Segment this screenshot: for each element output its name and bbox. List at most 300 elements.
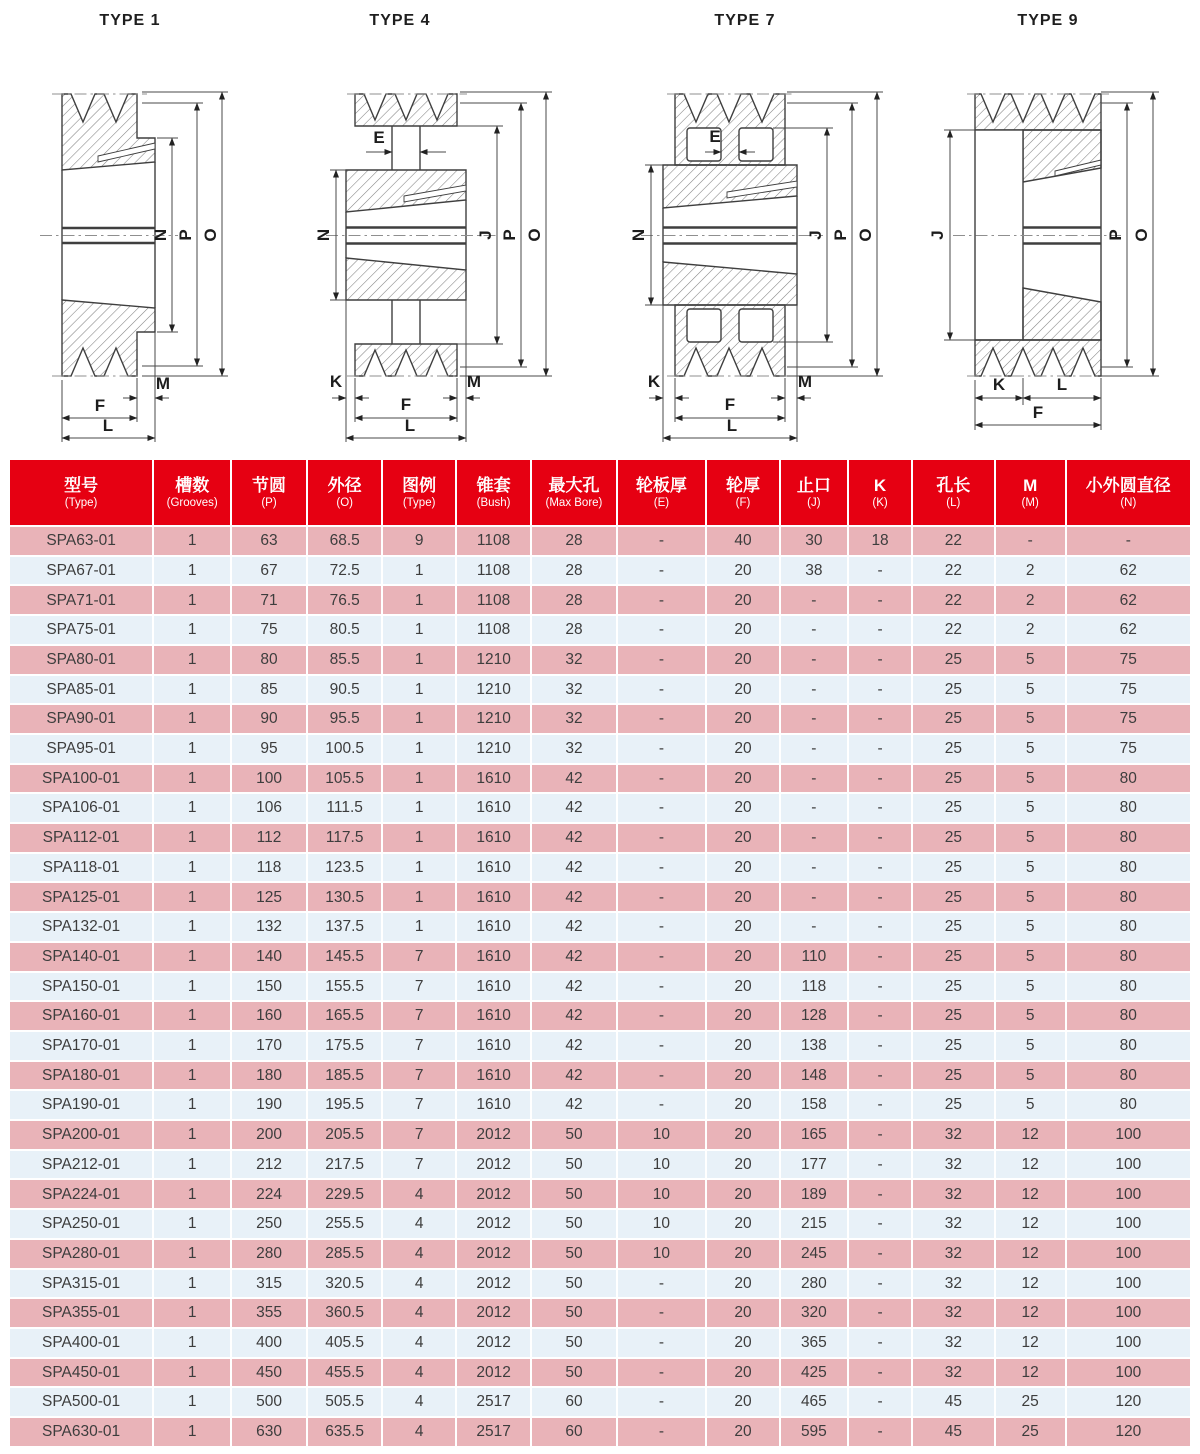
table-row [9,942,1191,972]
table-cell: 190 [231,1090,307,1120]
table-cell: SPA250-01 [9,1209,153,1239]
table-cell: 68.5 [307,526,383,556]
table-cell: 1 [382,764,455,794]
table-cell: - [617,882,707,912]
table-cell: 20 [706,704,779,734]
table-cell: 1 [382,734,455,764]
table-cell: 25 [912,675,995,705]
column-header: 孔长 (L) [912,459,995,526]
table-cell: 1 [153,1298,231,1328]
table-cell: 120 [1066,1387,1191,1417]
table-cell: 7 [382,942,455,972]
table-cell: - [780,585,849,615]
table-cell: - [617,1298,707,1328]
table-cell: 25 [912,645,995,675]
table-row [9,704,1191,734]
dim-label-m: M [155,374,171,393]
table-cell: 1210 [456,675,532,705]
table-cell: 80 [1066,1031,1191,1061]
table-cell: - [848,1239,912,1269]
table-cell: - [617,734,707,764]
table-cell: 2517 [456,1387,532,1417]
table-cell: - [617,1001,707,1031]
table-cell: 1 [153,1239,231,1269]
dim-label-m: M [797,372,813,391]
dim-label-e: E [373,128,385,147]
table-cell: 22 [912,585,995,615]
table-cell: 285.5 [307,1239,383,1269]
table-cell: - [617,556,707,586]
table-row [9,764,1191,794]
table-cell: 1610 [456,1031,532,1061]
table-cell: 635.5 [307,1417,383,1447]
table-cell: 50 [531,1120,616,1150]
table-cell: 455.5 [307,1358,383,1388]
table-cell: 50 [531,1239,616,1269]
pulley-type9-drawing [905,30,1190,445]
table-cell: 224 [231,1179,307,1209]
table-cell: 2012 [456,1328,532,1358]
table-cell: 1 [382,704,455,734]
table-cell: 100.5 [307,734,383,764]
table-cell: - [617,1358,707,1388]
table-cell: 50 [531,1150,616,1180]
table-cell: - [848,942,912,972]
table-cell: 1 [153,882,231,912]
table-cell: 20 [706,942,779,972]
table-cell: - [848,1150,912,1180]
table-cell: 20 [706,1090,779,1120]
table-cell: 217.5 [307,1150,383,1180]
table-cell: - [848,1387,912,1417]
table-cell: 1 [382,556,455,586]
table-row [9,1179,1191,1209]
table-cell: 100 [231,764,307,794]
table-cell: 465 [780,1387,849,1417]
table-cell: - [848,704,912,734]
table-cell: SPA170-01 [9,1031,153,1061]
table-cell: 4 [382,1239,455,1269]
table-cell: 450 [231,1358,307,1388]
table-cell: SPA75-01 [9,615,153,645]
table-cell: 1 [382,853,455,883]
table-cell: 125 [231,882,307,912]
table-cell: 80 [1066,882,1191,912]
dim-label-o: O [1132,228,1151,242]
table-cell: 32 [531,675,616,705]
table-cell: 20 [706,1179,779,1209]
table-cell: - [617,1269,707,1299]
table-cell: 20 [706,972,779,1002]
table-cell: 4 [382,1298,455,1328]
table-cell: 5 [995,1001,1066,1031]
table-cell: 28 [531,556,616,586]
table-cell: 2012 [456,1209,532,1239]
table-cell: 5 [995,645,1066,675]
table-cell: 42 [531,1031,616,1061]
table-cell: - [780,853,849,883]
table-cell: 75 [1066,645,1191,675]
table-cell: 100 [1066,1150,1191,1180]
table-cell: 20 [706,853,779,883]
table-cell: 1 [153,1417,231,1447]
table-cell: 12 [995,1269,1066,1299]
dim-label-f: F [400,395,412,414]
table-cell: 212 [231,1150,307,1180]
table-cell: 9 [382,526,455,556]
table-cell: 25 [995,1387,1066,1417]
table-cell: - [617,853,707,883]
table-cell: 1 [153,912,231,942]
table-cell: 1 [153,734,231,764]
table-cell: - [617,1061,707,1091]
table-cell: 10 [617,1120,707,1150]
dim-label-j: J [928,230,947,240]
table-cell: - [780,793,849,823]
table-cell: 50 [531,1328,616,1358]
table-cell: 62 [1066,556,1191,586]
pulley-type1-drawing [0,30,270,445]
table-cell: 118 [780,972,849,1002]
table-cell: 110 [780,942,849,972]
table-cell: 7 [382,972,455,1002]
table-cell: 32 [531,704,616,734]
table-cell: 500 [231,1387,307,1417]
table-cell: SPA132-01 [9,912,153,942]
table-cell: 128 [780,1001,849,1031]
table-cell: 20 [706,793,779,823]
table-cell: 80 [1066,1001,1191,1031]
table-cell: - [848,764,912,794]
table-cell: 1 [153,1179,231,1209]
table-cell: 117.5 [307,823,383,853]
table-cell: 32 [912,1209,995,1239]
table-cell: 100 [1066,1358,1191,1388]
table-cell: 7 [382,1150,455,1180]
table-cell: 130.5 [307,882,383,912]
table-cell: 1 [153,704,231,734]
table-cell: 630 [231,1417,307,1447]
table-cell: 20 [706,882,779,912]
table-cell: 10 [617,1179,707,1209]
table-cell: 1 [153,942,231,972]
table-row [9,556,1191,586]
table-cell: - [780,912,849,942]
table-cell: 320.5 [307,1269,383,1299]
table-cell: 1610 [456,1061,532,1091]
table-cell: 62 [1066,615,1191,645]
table-cell: 22 [912,526,995,556]
pulley-diagrams-section [0,0,1200,458]
table-cell: 42 [531,793,616,823]
table-cell: SPA95-01 [9,734,153,764]
table-cell: - [617,1387,707,1417]
table-cell: 5 [995,704,1066,734]
table-cell: SPA106-01 [9,793,153,823]
table-cell: 12 [995,1179,1066,1209]
table-cell: 12 [995,1328,1066,1358]
table-cell: 1 [153,645,231,675]
table-cell: 4 [382,1269,455,1299]
table-cell: 28 [531,615,616,645]
table-cell: 25 [912,1090,995,1120]
table-row [9,793,1191,823]
table-cell: 105.5 [307,764,383,794]
table-cell: 7 [382,1120,455,1150]
table-cell: 1610 [456,882,532,912]
dim-label-f: F [94,396,106,415]
dim-label-o: O [201,228,220,242]
table-cell: 5 [995,882,1066,912]
table-cell: SPA63-01 [9,526,153,556]
table-cell: 245 [780,1239,849,1269]
table-cell: 140 [231,942,307,972]
table-cell: 50 [531,1179,616,1209]
table-cell: 2517 [456,1417,532,1447]
table-cell: 80 [1066,942,1191,972]
pulley-type7-drawing [615,30,915,445]
table-cell: 2012 [456,1150,532,1180]
table-cell: 5 [995,942,1066,972]
table-cell: 123.5 [307,853,383,883]
table-row [9,1387,1191,1417]
table-cell: 50 [531,1358,616,1388]
table-cell: - [848,615,912,645]
table-cell: 95.5 [307,704,383,734]
table-cell: 85.5 [307,645,383,675]
dim-label-l: L [1056,375,1068,394]
table-cell: 5 [995,1090,1066,1120]
table-cell: 106 [231,793,307,823]
table-cell: 20 [706,675,779,705]
table-cell: 405.5 [307,1328,383,1358]
table-cell: 1108 [456,615,532,645]
table-cell: 145.5 [307,942,383,972]
table-cell: - [617,764,707,794]
diagram-title-type7: TYPE 7 [714,12,776,29]
dim-label-o: O [856,228,875,242]
spec-table-body [9,526,1191,1447]
table-cell: 20 [706,823,779,853]
table-cell: 18 [848,526,912,556]
table-row [9,1298,1191,1328]
table-cell: 100 [1066,1179,1191,1209]
table-cell: 32 [912,1328,995,1358]
table-cell: 7 [382,1061,455,1091]
table-cell: 2012 [456,1358,532,1388]
spec-table-header-row [9,459,1191,526]
table-cell: - [617,704,707,734]
table-cell: - [780,645,849,675]
dim-label-k: K [647,372,661,391]
table-cell: 42 [531,1001,616,1031]
table-cell: 180 [231,1061,307,1091]
table-cell: - [780,734,849,764]
dim-label-e: E [709,127,721,146]
table-cell: SPA450-01 [9,1358,153,1388]
table-cell: 25 [912,764,995,794]
table-cell: 1 [153,1209,231,1239]
table-cell: 80 [1066,1061,1191,1091]
table-cell: - [848,556,912,586]
table-row [9,1031,1191,1061]
table-cell: - [617,942,707,972]
table-cell: 1108 [456,556,532,586]
table-cell: - [617,645,707,675]
table-cell: 1108 [456,526,532,556]
table-cell: 1 [153,972,231,1002]
table-cell: 1 [153,1031,231,1061]
table-cell: 1 [382,615,455,645]
table-cell: 20 [706,1061,779,1091]
table-cell: 100 [1066,1269,1191,1299]
table-row [9,853,1191,883]
table-cell: 150 [231,972,307,1002]
table-cell: 177 [780,1150,849,1180]
table-cell: 80 [1066,853,1191,883]
table-row [9,526,1191,556]
table-cell: SPA355-01 [9,1298,153,1328]
table-cell: 50 [531,1269,616,1299]
table-cell: 12 [995,1209,1066,1239]
table-cell: - [848,1417,912,1447]
table-cell: 42 [531,942,616,972]
table-cell: 75 [1066,675,1191,705]
table-cell: 32 [531,734,616,764]
table-cell: 189 [780,1179,849,1209]
diagram-title-type1: TYPE 1 [99,12,161,29]
table-cell: 360.5 [307,1298,383,1328]
table-cell: 138 [780,1031,849,1061]
table-row [9,1001,1191,1031]
table-cell: 5 [995,764,1066,794]
table-cell: 1 [382,645,455,675]
table-row [9,1061,1191,1091]
table-cell: - [617,1031,707,1061]
table-cell: 4 [382,1358,455,1388]
table-cell: 42 [531,1061,616,1091]
table-cell: 1 [153,1001,231,1031]
table-cell: 595 [780,1417,849,1447]
table-cell: 1108 [456,585,532,615]
table-cell: 60 [531,1417,616,1447]
table-cell: 20 [706,1150,779,1180]
table-cell: 1610 [456,1001,532,1031]
table-row [9,912,1191,942]
table-cell: 1 [153,1061,231,1091]
table-cell: 20 [706,585,779,615]
table-cell: 32 [912,1239,995,1269]
table-cell: - [848,1120,912,1150]
table-cell: - [848,1298,912,1328]
table-cell: - [617,615,707,645]
table-cell: - [780,823,849,853]
table-cell: - [848,1209,912,1239]
table-cell: - [617,823,707,853]
dim-label-n: N [151,228,170,242]
table-cell: 40 [706,526,779,556]
table-cell: 12 [995,1239,1066,1269]
table-cell: 100 [1066,1328,1191,1358]
table-cell: SPA280-01 [9,1239,153,1269]
table-cell: - [617,675,707,705]
table-cell: 100 [1066,1298,1191,1328]
table-cell: 200 [231,1120,307,1150]
dim-label-l: L [726,416,738,435]
table-cell: 229.5 [307,1179,383,1209]
table-cell: 1 [153,585,231,615]
table-row [9,1269,1191,1299]
table-cell: - [848,675,912,705]
table-cell: 185.5 [307,1061,383,1091]
table-cell: 25 [912,1001,995,1031]
table-cell: 250 [231,1209,307,1239]
table-cell: 195.5 [307,1090,383,1120]
table-cell: 365 [780,1328,849,1358]
table-row [9,585,1191,615]
table-cell: 32 [912,1358,995,1388]
table-cell: 42 [531,972,616,1002]
table-cell: 4 [382,1209,455,1239]
table-cell: 175.5 [307,1031,383,1061]
table-cell: 170 [231,1031,307,1061]
table-cell: 1 [153,793,231,823]
table-cell: - [780,615,849,645]
table-cell: - [848,823,912,853]
table-cell: 5 [995,1031,1066,1061]
table-cell: 320 [780,1298,849,1328]
table-cell: 1210 [456,734,532,764]
table-cell: 1 [382,912,455,942]
table-cell: 12 [995,1298,1066,1328]
table-cell: 5 [995,972,1066,1002]
table-cell: 50 [531,1298,616,1328]
table-cell: 80 [1066,1090,1191,1120]
table-cell: 505.5 [307,1387,383,1417]
table-cell: 5 [995,675,1066,705]
table-cell: 100 [1066,1209,1191,1239]
dim-label-l: L [102,416,114,435]
table-cell: 1 [153,1358,231,1388]
table-cell: 2012 [456,1179,532,1209]
column-header: 槽数 (Grooves) [153,459,231,526]
table-cell: 5 [995,1061,1066,1091]
table-cell: 20 [706,556,779,586]
column-header: 图例 (Type) [382,459,455,526]
column-header: 轮厚 (F) [706,459,779,526]
table-cell: 118 [231,853,307,883]
table-cell: 20 [706,734,779,764]
table-cell: SPA500-01 [9,1387,153,1417]
table-cell: - [995,526,1066,556]
table-cell: SPA160-01 [9,1001,153,1031]
table-cell: - [848,1090,912,1120]
table-cell: 80 [1066,764,1191,794]
table-cell: 2012 [456,1269,532,1299]
table-row [9,882,1191,912]
table-cell: - [617,912,707,942]
table-cell: - [848,972,912,1002]
table-cell: 4 [382,1417,455,1447]
table-cell: 62 [1066,585,1191,615]
table-cell: 20 [706,645,779,675]
table-cell: 20 [706,1001,779,1031]
table-cell: 28 [531,585,616,615]
table-cell: 80 [231,645,307,675]
table-cell: 5 [995,853,1066,883]
table-cell: 2012 [456,1239,532,1269]
dim-label-f: F [1032,403,1044,422]
